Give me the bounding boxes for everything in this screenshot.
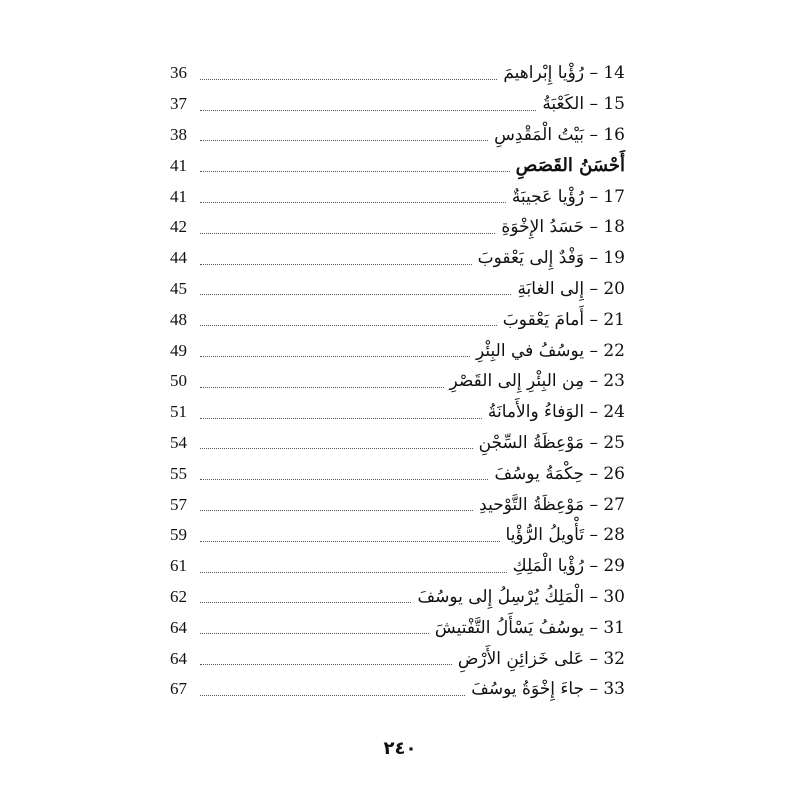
toc-page-number: 62 [170, 586, 187, 606]
toc-entry-title: 25 – مَوْعِظَةُ السِّجْنِ [478, 432, 625, 453]
toc-entry-title: 16 – بَيْتُ الْمَقْدِسِ [494, 124, 625, 145]
toc-entry-title: 31 – يوسُفُ يَسْأَلُ التَّفْتيشَ [434, 617, 625, 638]
toc-page-number: 48 [170, 309, 187, 329]
toc-entry [170, 181, 625, 212]
dotted-leader [200, 541, 500, 542]
dotted-leader [200, 110, 536, 111]
toc-entry [170, 335, 625, 366]
toc-entry [170, 120, 625, 151]
dotted-leader [200, 171, 510, 172]
toc-entry-title: 18 – حَسَدُ الإِخْوَةِ [501, 217, 625, 238]
toc-entry-title: 21 – أَمامَ يَعْقوبَ [502, 309, 625, 330]
dotted-leader [200, 602, 411, 603]
toc-page-number: 41 [170, 155, 187, 175]
dotted-leader [200, 294, 511, 295]
toc-entry [170, 520, 625, 551]
dotted-leader [200, 695, 465, 696]
toc-entry [170, 58, 625, 89]
toc-entry [170, 89, 625, 120]
toc-page-number: 37 [170, 94, 187, 114]
toc-entry [170, 304, 625, 335]
dotted-leader [200, 202, 506, 203]
page-number-footer: ٢٤٠ [383, 738, 417, 759]
toc-entry-title: 33 – جاءَ إِخْوَةُ يوسُفَ [471, 679, 625, 700]
dotted-leader [200, 479, 488, 480]
toc-page-number: 59 [170, 525, 187, 545]
toc-entry-title: 24 – الوَفاءُ والأَمانَةُ [487, 402, 625, 423]
toc-entry [170, 612, 625, 643]
toc-page-number: 64 [170, 617, 187, 637]
toc-entry-title: 19 – وَفْدٌ إِلى يَعْقوبَ [477, 248, 625, 269]
toc-entry [170, 551, 625, 582]
dotted-leader [200, 140, 488, 141]
toc-entry-title: 23 – مِن البِئْرِ إِلى القَصْرِ [449, 371, 625, 392]
toc-page-number: 54 [170, 432, 187, 452]
toc-page-number: 64 [170, 648, 187, 668]
dotted-leader [200, 664, 452, 665]
toc-page-number: 41 [170, 186, 187, 206]
toc-page-number: 61 [170, 556, 187, 576]
toc-entry [170, 243, 625, 274]
toc-entry [170, 366, 625, 397]
toc-page-number: 49 [170, 340, 187, 360]
toc-entry-title: 27 – مَوْعِظَةُ التَّوْحيدِ [479, 494, 625, 515]
toc-entry-title: 29 – رُؤْيا الْمَلِكِ [512, 556, 625, 577]
toc-page-number: 42 [170, 217, 187, 237]
toc-entry [170, 582, 625, 613]
toc-entry-title: 28 – تَأْويلُ الرُّؤْيا [505, 525, 625, 546]
toc-entry [170, 212, 625, 243]
toc-page-number: 67 [170, 679, 187, 699]
toc-page-number: 50 [170, 371, 187, 391]
dotted-leader [200, 233, 495, 234]
toc-entry [170, 674, 625, 705]
toc-entry [170, 274, 625, 305]
toc-entry-title: 30 – الْمَلِكُ يُرْسِلُ إِلى يوسُفَ [417, 586, 625, 607]
dotted-leader [200, 633, 429, 634]
dotted-leader [200, 387, 444, 388]
dotted-leader [200, 510, 473, 511]
toc-entry-title: 32 – عَلى خَزائِنِ الأَرْضِ [457, 648, 625, 669]
dotted-leader [200, 264, 472, 265]
toc-page-number: 57 [170, 494, 187, 514]
dotted-leader [200, 79, 497, 80]
toc-section-heading [170, 150, 625, 181]
toc-page-number: 51 [170, 402, 187, 422]
toc-entry [170, 428, 625, 459]
toc-entry-title: 26 – حِكْمَةُ يوسُفَ [494, 463, 625, 484]
dotted-leader [200, 572, 507, 573]
toc-entry-title: 20 – إِلى الغابَةِ [517, 278, 625, 299]
toc-entry-title: 22 – يوسُفُ في البِئْرِ [476, 340, 625, 361]
toc-page-number: 45 [170, 278, 187, 298]
dotted-leader [200, 356, 470, 357]
dotted-leader [200, 325, 497, 326]
toc-entry-title: 17 – رُؤْيا عَجيبَةٌ [511, 186, 625, 207]
dotted-leader [200, 448, 473, 449]
toc-entry-title: أَحْسَنُ القَصَصِ [515, 155, 625, 177]
toc-page-number: 36 [170, 63, 187, 83]
toc-entry [170, 643, 625, 674]
dotted-leader [200, 418, 482, 419]
toc-page-number: 44 [170, 248, 187, 268]
toc-entry [170, 489, 625, 520]
toc-page-number: 55 [170, 463, 187, 483]
toc-entry [170, 458, 625, 489]
table-of-contents [170, 58, 625, 705]
toc-entry [170, 397, 625, 428]
toc-entry-title: 15 – الكَعْبَةُ [542, 94, 625, 115]
toc-entry-title: 14 – رُؤْيا إِبْراهيمَ [503, 63, 625, 84]
toc-page-number: 38 [170, 124, 187, 144]
